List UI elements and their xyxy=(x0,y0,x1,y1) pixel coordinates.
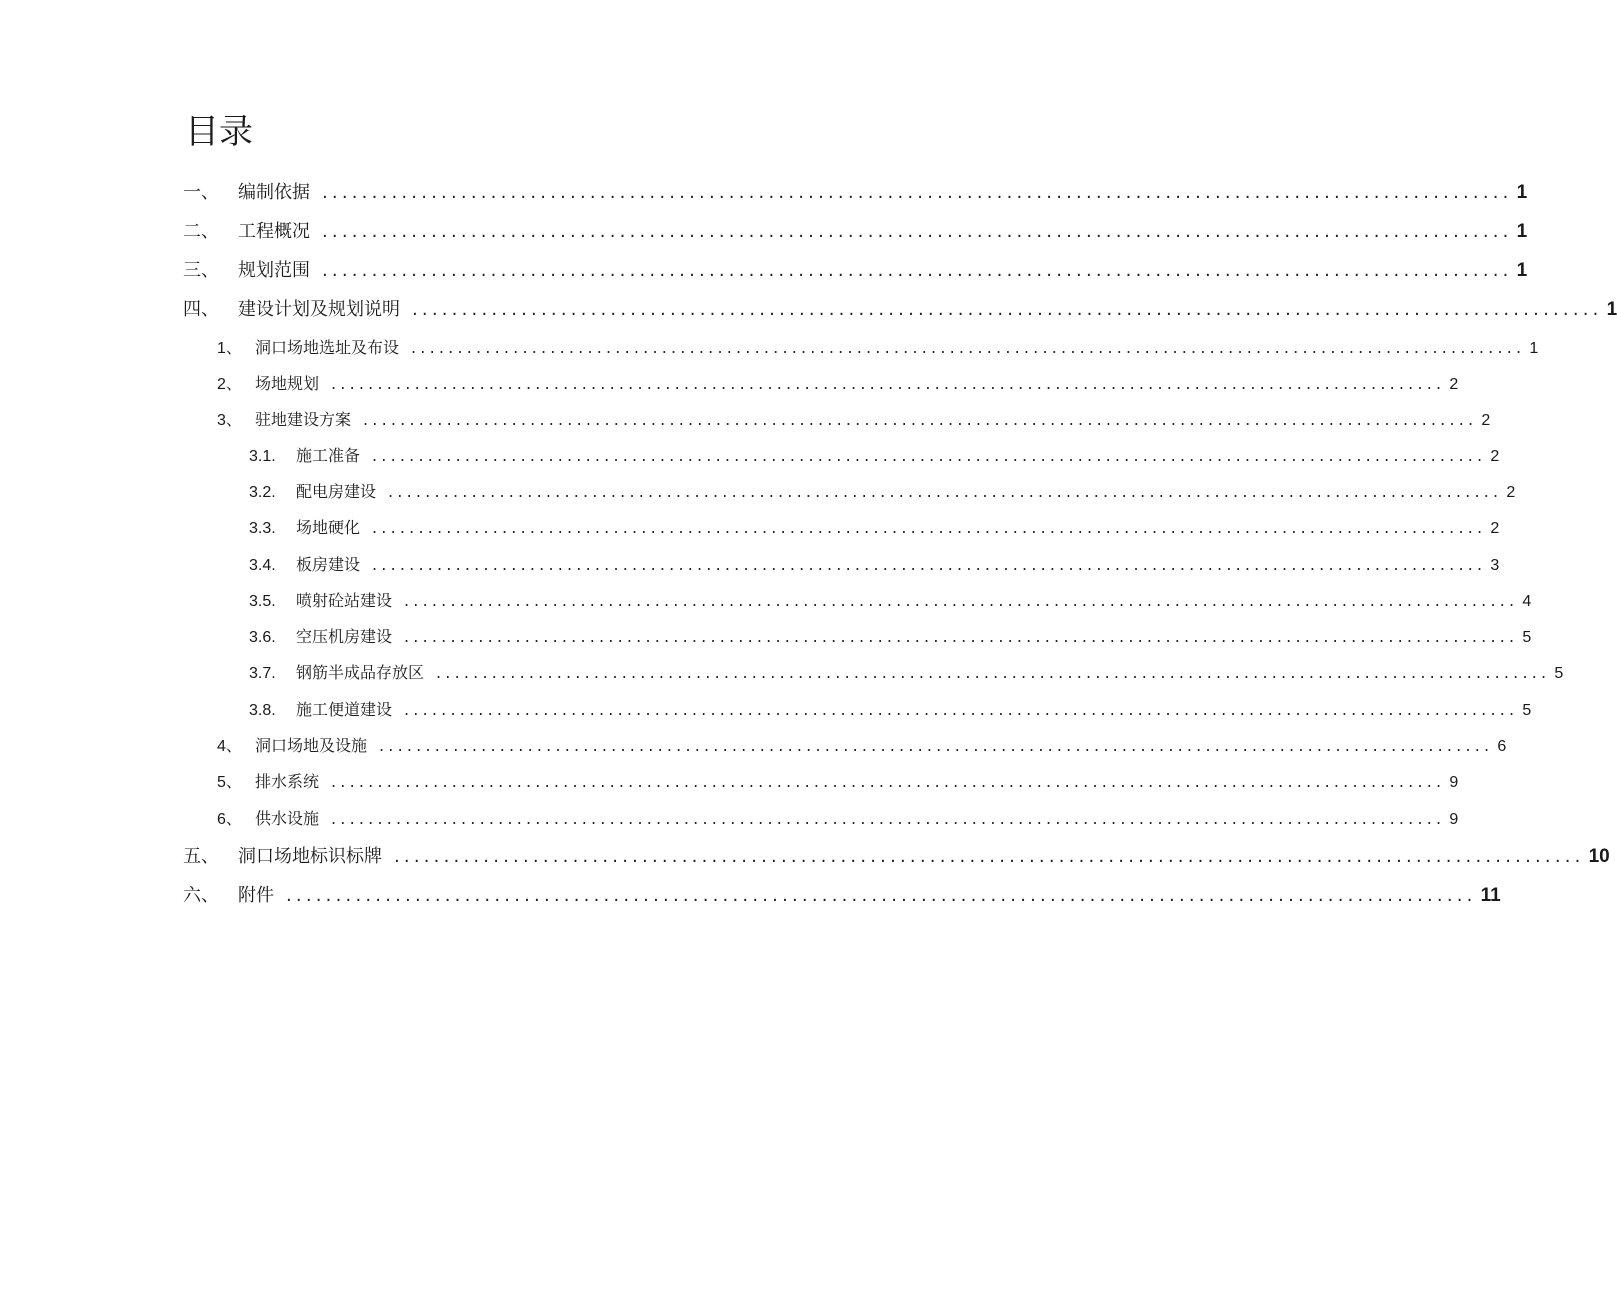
toc-entry-number: 4、 xyxy=(217,738,242,755)
toc-leader-dots: ........................................................................................................................ xyxy=(322,260,1513,281)
toc-leader-dots: ........................................................................................................................ xyxy=(331,374,1446,393)
toc-entry-page: 2 xyxy=(1506,484,1516,501)
toc-entry[interactable] xyxy=(183,881,1501,907)
toc-entry-page: 1 xyxy=(1516,182,1528,203)
toc-entry-label: 规划范围 xyxy=(238,260,310,281)
toc-entry-label: 配电房建设 xyxy=(296,482,377,501)
toc-leader-dots: ........................................................................................................................ xyxy=(372,518,1487,537)
toc-entry[interactable] xyxy=(183,842,1610,868)
toc-leader-dots: ........................................................................................................................ xyxy=(322,221,1513,242)
toc-entry-label: 工程概况 xyxy=(238,221,310,242)
toc-leader-dots: ........................................................................................................................ xyxy=(404,700,1519,719)
toc-leader-dots: ........................................................................................................................ xyxy=(411,338,1526,357)
toc-entry[interactable] xyxy=(183,256,1528,282)
toc-leader-dots: ........................................................................................................................ xyxy=(363,410,1478,429)
toc-leader-dots: ........................................................................................................................ xyxy=(331,809,1446,828)
toc-entry-label: 喷射砼站建设 xyxy=(296,591,393,610)
toc-entry-label: 编制依据 xyxy=(238,182,310,203)
toc-entry-label: 洞口场地及设施 xyxy=(255,736,368,755)
toc-leader-dots: ........................................................................................................................ xyxy=(331,772,1446,791)
toc-entry-page: 1 xyxy=(1516,260,1528,281)
toc-entry[interactable] xyxy=(217,407,1491,430)
toc-entry-number: 一、 xyxy=(183,182,219,203)
toc-entry-page: 11 xyxy=(1480,885,1501,906)
toc-entry-label: 施工便道建设 xyxy=(296,700,393,719)
toc-entry-number: 3.3. xyxy=(249,520,276,537)
toc-entry-label: 板房建设 xyxy=(296,555,361,574)
toc-entry-page: 2 xyxy=(1481,412,1491,429)
toc-leader-dots: ........................................................................................................................ xyxy=(372,446,1487,465)
toc-entry[interactable] xyxy=(217,769,1459,792)
toc-entry-page: 5 xyxy=(1522,702,1532,719)
toc-leader-dots: ........................................................................................................................ xyxy=(286,885,1477,906)
toc-entry[interactable] xyxy=(217,806,1459,829)
toc-leader-dots: ........................................................................................................................ xyxy=(372,555,1487,574)
toc-entry[interactable] xyxy=(249,515,1500,538)
toc-entry-page: 2 xyxy=(1490,448,1500,465)
toc-entry-number: 3.6. xyxy=(249,629,276,646)
toc-entry-page: 9 xyxy=(1449,774,1459,791)
toc-entry[interactable] xyxy=(249,588,1532,611)
toc-entry-page: 1 xyxy=(1606,299,1617,320)
toc-entry-page: 6 xyxy=(1497,738,1507,755)
toc-entry-label: 驻地建设方案 xyxy=(255,410,352,429)
toc-entry-number: 3.7. xyxy=(249,665,276,682)
toc-entry-label: 供水设施 xyxy=(255,809,320,828)
toc-entry-label: 场地硬化 xyxy=(296,518,361,537)
toc-entry-label: 空压机房建设 xyxy=(296,627,393,646)
toc-entry-page: 1 xyxy=(1516,221,1528,242)
toc-entry[interactable] xyxy=(217,335,1539,358)
toc-leader-dots: ........................................................................................................................ xyxy=(436,663,1551,682)
toc-entry-label: 洞口场地选址及布设 xyxy=(255,338,400,357)
toc-entry-number: 四、 xyxy=(183,299,219,320)
toc-entry-page: 2 xyxy=(1490,520,1500,537)
toc-entry-page: 3 xyxy=(1490,557,1500,574)
toc-entry-page: 1 xyxy=(1529,340,1539,357)
toc-entry-label: 施工准备 xyxy=(296,446,361,465)
toc-entry-label: 洞口场地标识标牌 xyxy=(238,846,382,867)
toc-entry-page: 2 xyxy=(1449,376,1459,393)
toc-entry-label: 场地规划 xyxy=(255,374,320,393)
toc-entry[interactable] xyxy=(249,660,1564,683)
toc-entry[interactable] xyxy=(249,479,1516,502)
toc-entry-number: 3.4. xyxy=(249,557,276,574)
toc-entry-page: 9 xyxy=(1449,811,1459,828)
toc-entry[interactable] xyxy=(249,697,1532,720)
toc-entry[interactable] xyxy=(249,624,1532,647)
toc-entry-number: 五、 xyxy=(183,846,219,867)
toc-entry-number: 5、 xyxy=(217,774,242,791)
toc-entry-label: 建设计划及规划说明 xyxy=(238,299,400,320)
toc-leader-dots: ........................................................................................................................ xyxy=(394,846,1585,867)
toc-entry[interactable] xyxy=(217,733,1507,756)
toc-entry-number: 1、 xyxy=(217,340,242,357)
toc-entry-label: 钢筋半成品存放区 xyxy=(296,663,425,682)
toc-entry-number: 3.5. xyxy=(249,593,276,610)
toc-entry-label: 排水系统 xyxy=(255,772,320,791)
toc-entry-number: 3.2. xyxy=(249,484,276,501)
toc-entry-number: 二、 xyxy=(183,221,219,242)
toc-leader-dots: ........................................................................................................................ xyxy=(379,736,1494,755)
toc-entry-number: 3、 xyxy=(217,412,242,429)
toc-title: 目录 xyxy=(185,112,253,152)
toc-entry-number: 6、 xyxy=(217,811,242,828)
toc-entry-label: 附件 xyxy=(238,885,274,906)
toc-leader-dots: ........................................................................................................................ xyxy=(322,182,1513,203)
toc-entry[interactable] xyxy=(217,371,1459,394)
toc-entry-page: 10 xyxy=(1588,846,1610,867)
toc-entry-number: 3.8. xyxy=(249,702,276,719)
toc-entry-page: 5 xyxy=(1554,665,1564,682)
toc-entry[interactable] xyxy=(183,217,1528,243)
toc-entry[interactable] xyxy=(183,178,1528,204)
toc-leader-dots: ........................................................................................................................ xyxy=(412,299,1603,320)
toc-entry-number: 三、 xyxy=(183,260,219,281)
toc-entry-number: 六、 xyxy=(183,885,219,906)
toc-entry[interactable] xyxy=(249,552,1500,575)
toc-leader-dots: ........................................................................................................................ xyxy=(404,591,1519,610)
toc-leader-dots: ........................................................................................................................ xyxy=(388,482,1503,501)
toc-entry[interactable] xyxy=(183,295,1617,321)
toc-entry-page: 5 xyxy=(1522,629,1532,646)
toc-entry-number: 2、 xyxy=(217,376,242,393)
toc-leader-dots: ........................................................................................................................ xyxy=(404,627,1519,646)
toc-entry[interactable] xyxy=(249,443,1500,466)
toc-entry-number: 3.1. xyxy=(249,448,276,465)
toc-entry-page: 4 xyxy=(1522,593,1532,610)
